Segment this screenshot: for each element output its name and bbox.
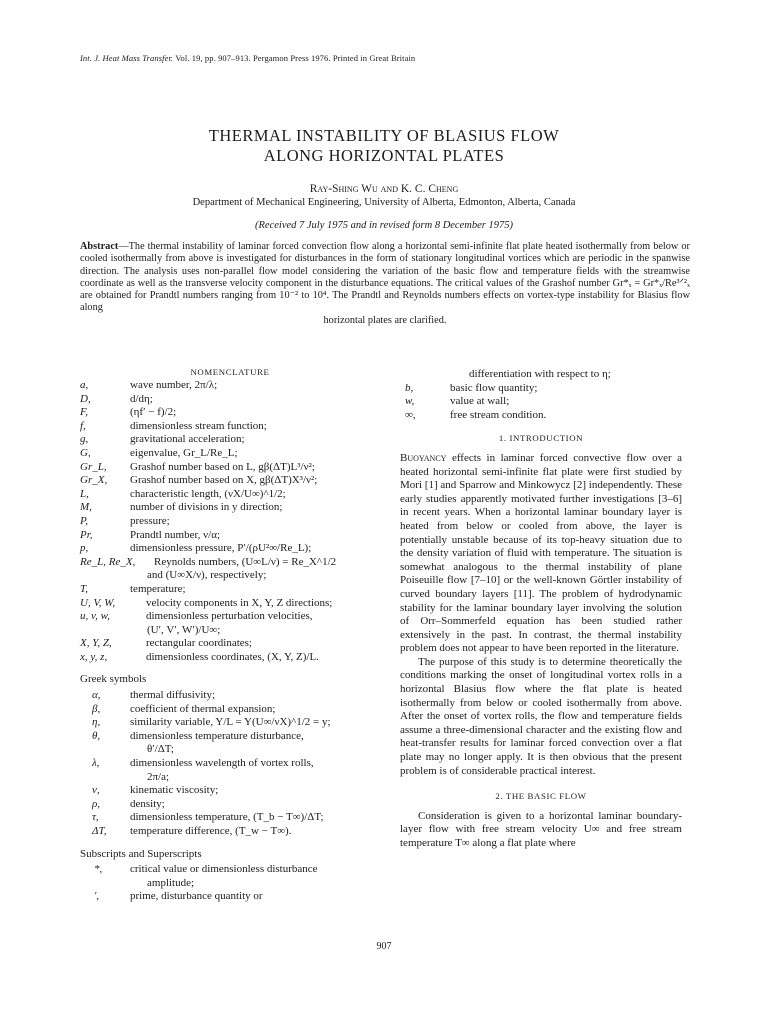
definition: value at wall; <box>450 395 510 408</box>
definition: pressure; <box>130 514 170 527</box>
abstract-text: —The thermal instability of laminar forced convection flow along a horizontal semi-infinite flat plate heated isothermally from below or cooled isothermally from above is investigated for disturbances in the form of stationary longitudinal vortices which are periodic in the spanwise direction. The analysis uses non-parallel flow model considering the variation of the basic flow and temperature fields with the streamwise coordinate as well as the transverse velocity component in the disturbance equations. The critical values of the Grashof number Gr*ₓ = Gr*ₓ/Re³ᐟ²ₓ are obtained for Prandtl numbers ranging from 10⁻² to 10⁴. The Prandtl and Reynolds numbers effects on vortex-type instability for Blasius flow along <box>80 241 690 314</box>
symbol: ∞, <box>405 408 416 421</box>
basic-flow-paragraph-1: Consideration is given to a horizontal laminar boundary-layer flow with free stream velocity U∞ and free stream temperature T∞ along a flat plate where <box>400 809 682 849</box>
nomenclature-item <box>80 515 385 529</box>
symbol: u, v, w, <box>80 610 110 623</box>
abstract-label: Abstract <box>80 241 119 252</box>
symbol: U, V, W, <box>80 596 116 609</box>
definition: (U′, V′, W′)/U∞; <box>147 623 221 636</box>
nomenclature-item <box>80 624 385 638</box>
definition: θ′/ΔT; <box>147 743 174 756</box>
definition: 2π/a; <box>147 770 170 783</box>
nomenclature-item <box>80 651 385 665</box>
symbol: p, <box>80 542 89 555</box>
intro-paragraph-1-text: effects in laminar forced convective flow over a heated horizontal semi-infinite flat plate were first studied by Mori [1] and Sparrow and Minkowycz [2] independently. These early studies apparently motivated further investigations [3–6] in recent years. When a horizontal laminar boundary layer is heated from below or cooled from above, the layer is potentially unstable because of its top-heavy situation due to the density variation of fluid with temperature. The situation is somewhat analogous to the thermal instability of plane Poiseuille flow [7–10] or the well-known Görtler instability of curved boundary layers [11]. The problem of hydrodynamic stability for the laminar boundary layer involving the solution of Orr–Sommerfeld equation has been studied rather extensively in the past. In contrast, the thermal instability problem does not appear to have been reported in the literature. <box>400 451 682 655</box>
nomenclature-item <box>80 610 385 624</box>
nomenclature-item <box>80 583 385 597</box>
definition: dimensionless wavelength of vortex rolls, <box>130 757 314 770</box>
symbol: Gr_X, <box>80 474 108 487</box>
greek-item <box>80 798 385 812</box>
greek-item <box>80 716 385 730</box>
journal-name: Int. J. Heat Mass Transfer. <box>80 53 174 63</box>
subscript-item <box>400 395 682 409</box>
definition: free stream condition. <box>450 408 547 421</box>
basic-flow-heading: 2. THE BASIC FLOW <box>495 791 587 802</box>
nomenclature-item <box>80 406 385 420</box>
nomenclature-item <box>80 379 385 393</box>
definition: coefficient of thermal expansion; <box>130 702 276 715</box>
subscripts-heading: Subscripts and Superscripts <box>80 847 202 860</box>
symbol: *, <box>94 863 103 876</box>
greek-item <box>80 825 385 839</box>
nomenclature-item <box>80 488 385 502</box>
greek-item <box>80 730 385 744</box>
definition: dimensionless temperature disturbance, <box>130 729 304 742</box>
definition: kinematic viscosity; <box>130 784 219 797</box>
definition: number of divisions in y direction; <box>130 501 283 514</box>
nomenclature-item <box>80 433 385 447</box>
symbol: T, <box>80 582 89 595</box>
nomenclature-item <box>80 542 385 556</box>
greek-item <box>80 703 385 717</box>
symbol: b, <box>405 381 414 394</box>
nomenclature-item <box>80 501 385 515</box>
symbol: g, <box>80 433 89 446</box>
continued-definition: differentiation with respect to η; <box>469 368 611 380</box>
definition: Prandtl number, ν/α; <box>130 528 221 541</box>
nomenclature-item <box>80 556 385 570</box>
affiliation: Department of Mechanical Engineering, University of Alberta, Edmonton, Alberta, Canada <box>192 197 576 208</box>
nomenclature-item <box>80 447 385 461</box>
symbol: D, <box>80 392 91 405</box>
nomenclature-item <box>80 569 385 583</box>
definition: dimensionless pressure, P′/(ρU²∞/Re_L); <box>130 542 312 555</box>
greek-symbols-heading: Greek symbols <box>80 673 147 686</box>
symbol: α, <box>92 689 101 702</box>
definition: similarity variable, Y/L = Y(U∞/νX)^1/2 = y; <box>130 716 331 729</box>
definition: eigenvalue, Gr_L/Re_L; <box>130 446 238 459</box>
introduction-paragraph-1 <box>400 452 682 656</box>
introduction-heading: 1. INTRODUCTION <box>498 433 584 444</box>
journal-details: Vol. 19, pp. 907–913. Pergamon Press 1976. Printed in Great Britain <box>175 53 416 63</box>
abstract <box>80 241 690 327</box>
received-dates: (Received 7 July 1975 and in revised form 8 December 1975) <box>255 220 513 231</box>
definition: and (U∞X/ν), respectively; <box>147 569 267 582</box>
symbol: X, Y, Z, <box>80 637 112 650</box>
journal-citation <box>80 53 415 63</box>
symbol: Re_L, Re_X, <box>80 555 136 568</box>
definition: wave number, 2π/λ; <box>130 379 218 391</box>
greek-item <box>80 689 385 703</box>
paper-title-line-2: ALONG HORIZONTAL PLATES <box>263 146 505 165</box>
nomenclature-item <box>80 529 385 543</box>
nomenclature-list <box>80 379 385 904</box>
symbol: η, <box>92 716 101 729</box>
definition: velocity components in X, Y, Z directions; <box>146 596 333 609</box>
symbol: τ, <box>92 811 99 824</box>
definition: Reynolds numbers, (U∞L/ν) = Re_X^1/2 <box>154 555 337 568</box>
symbol: λ, <box>92 757 100 770</box>
symbol: Pr, <box>80 528 93 541</box>
nomenclature-item <box>80 597 385 611</box>
definition: rectangular coordinates; <box>146 637 252 650</box>
definition: gravitational acceleration; <box>130 433 245 446</box>
symbol: ′, <box>94 890 100 903</box>
nomenclature-item <box>80 420 385 434</box>
subscript-item <box>80 890 385 904</box>
definition: temperature difference, (T_w − T∞). <box>130 825 292 837</box>
definition: prime, disturbance quantity or <box>130 890 263 903</box>
symbol: L, <box>80 487 89 500</box>
definition: Grashof number based on X, gβ(ΔT)X³/ν²; <box>130 474 318 487</box>
definition: Grashof number based on L, gβ(ΔT)L³/ν²; <box>130 460 315 473</box>
subscript-item <box>400 382 682 396</box>
symbol: ρ, <box>92 797 101 810</box>
definition: temperature; <box>130 582 186 595</box>
greek-item <box>80 771 385 785</box>
greek-item <box>80 743 385 757</box>
subscript-item <box>400 409 682 423</box>
symbol: ΔT, <box>92 825 107 837</box>
nomenclature-heading: NOMENCLATURE <box>190 367 270 377</box>
symbol: G, <box>80 446 91 459</box>
definition: dimensionless perturbation velocities, <box>146 610 313 623</box>
symbol: w, <box>405 395 415 408</box>
symbol: Gr_L, <box>80 460 107 473</box>
symbol: a, <box>80 379 89 391</box>
right-column <box>400 368 682 851</box>
definition: dimensionless temperature, (T_b − T∞)/ΔT; <box>130 811 324 824</box>
definition: d/dη; <box>130 392 153 405</box>
subscript-item <box>80 877 385 891</box>
definition: thermal diffusivity; <box>130 689 216 702</box>
authors: Ray-Shing Wu and K. C. Cheng <box>309 183 459 195</box>
nomenclature-item <box>80 393 385 407</box>
introduction-paragraph-2: The purpose of this study is to determine theoretically the conditions marking the onset of longitudinal vortex rolls in a horizontal Blasius flow where the flat plate is heated isothermally from below or cooled isothermally from above. After the onset of vortex rolls, the flow and temperature fields assume a three-dimensional character and the existing flow and heat-transfer results for laminar forced convection over a flat plate may no longer apply. It is then obvious that the present problem is of considerable practical interest. <box>400 655 682 777</box>
nomenclature-item <box>80 474 385 488</box>
subscript-item <box>80 863 385 877</box>
definition: density; <box>130 797 165 810</box>
definition: characteristic length, (νX/U∞)^1/2; <box>130 487 286 500</box>
symbol: ν, <box>92 784 100 797</box>
greek-item <box>80 811 385 825</box>
abstract-last-line: horizontal plates are clarified. <box>323 314 447 326</box>
nomenclature-item <box>80 637 385 651</box>
symbol: P, <box>80 514 89 527</box>
definition: dimensionless coordinates, (X, Y, Z)/L. <box>146 650 319 663</box>
symbol: x, y, z, <box>80 650 108 663</box>
definition: critical value or dimensionless disturbance <box>130 863 318 876</box>
symbol: M, <box>80 501 92 514</box>
definition: basic flow quantity; <box>450 381 538 394</box>
page-number: 907 <box>376 941 392 952</box>
nomenclature-item <box>80 461 385 475</box>
symbol: f, <box>80 419 86 432</box>
symbol: θ, <box>92 729 101 742</box>
greek-item <box>80 757 385 771</box>
symbol: F, <box>80 406 89 419</box>
paper-title-line-1: THERMAL INSTABILITY OF BLASIUS FLOW <box>208 126 560 145</box>
greek-item <box>80 784 385 798</box>
definition: dimensionless stream function; <box>130 419 267 432</box>
symbol: β, <box>92 702 101 715</box>
definition: (ηf′ − f)/2; <box>130 406 177 419</box>
definition: amplitude; <box>147 876 195 889</box>
intro-lead-word: Buoyancy <box>400 451 447 464</box>
